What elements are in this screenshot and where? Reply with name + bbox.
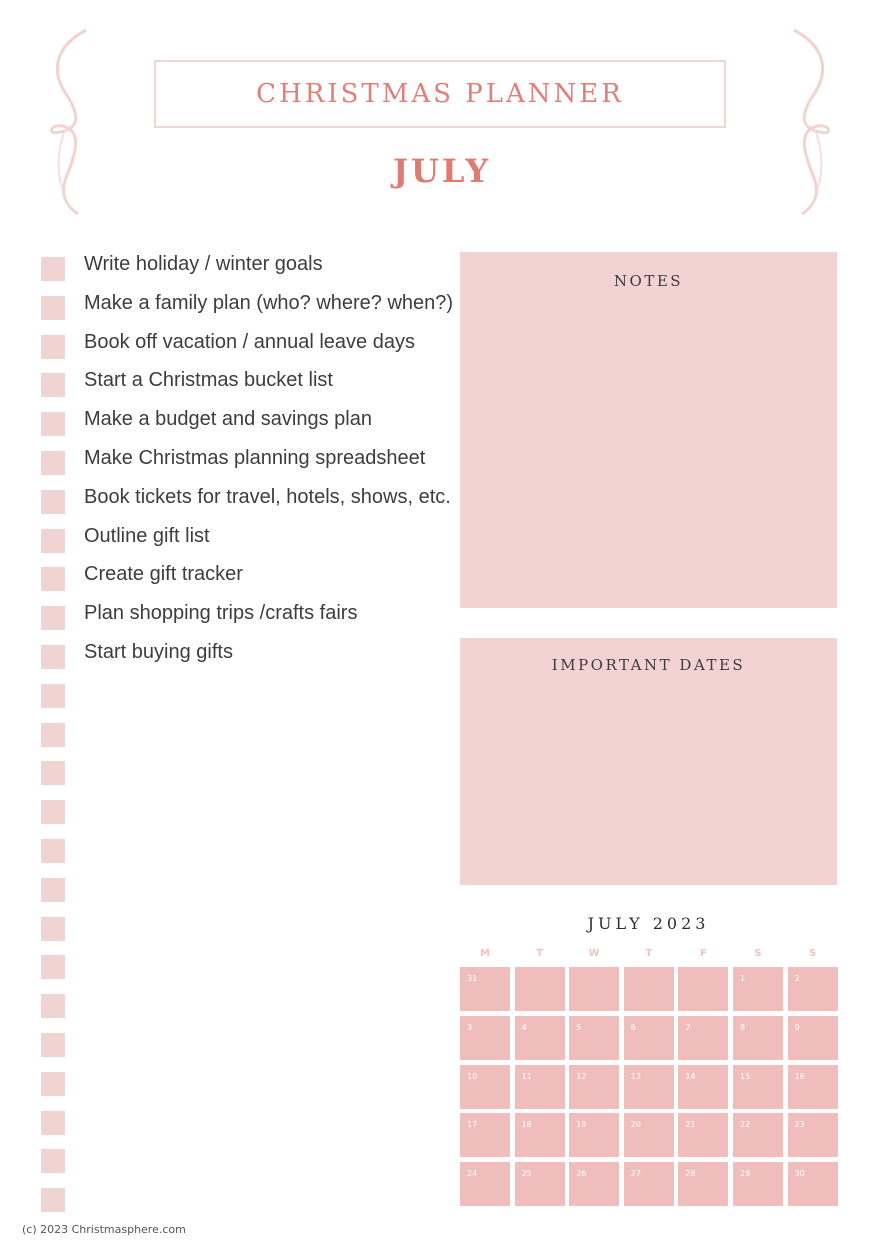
notes-title: NOTES: [613, 272, 684, 290]
calendar-day-number: 12: [576, 1071, 587, 1081]
calendar-day-number: 30: [794, 1169, 805, 1179]
calendar-day-cell[interactable]: [733, 1162, 783, 1206]
checklist-row: [41, 757, 461, 781]
copyright-footer: (c) 2023 Christmasphere.com: [22, 1223, 186, 1236]
calendar-day-cell[interactable]: [678, 1065, 728, 1109]
calendar-day-number: 11: [521, 1071, 532, 1081]
planner-title-frame: [154, 60, 726, 128]
task-checkbox[interactable]: [41, 412, 65, 436]
calendar-day-cell[interactable]: [460, 1113, 510, 1157]
calendar-day-cell[interactable]: [788, 1162, 838, 1206]
calendar-day-number: 26: [576, 1169, 587, 1179]
calendar-day-cell[interactable]: [788, 1065, 838, 1109]
calendar-day-cell[interactable]: [569, 1162, 619, 1206]
checklist-row: [41, 796, 461, 820]
calendar-day-cell[interactable]: [788, 967, 838, 1011]
calendar-day-cell[interactable]: [624, 967, 674, 1011]
task-label: Book tickets for travel, hotels, shows, etc.: [84, 485, 451, 508]
task-checkbox[interactable]: [41, 335, 65, 359]
task-label: Make Christmas planning spreadsheet: [84, 447, 426, 469]
checklist-row: [41, 680, 461, 704]
calendar-day-cell[interactable]: [788, 1016, 838, 1060]
checklist-row: [41, 641, 461, 665]
calendar-day-cell[interactable]: [515, 967, 565, 1011]
calendar-day-cell[interactable]: [733, 967, 783, 1011]
task-checkbox[interactable]: [41, 684, 65, 708]
calendar-title: JULY 2023: [587, 914, 710, 933]
checklist-row: [41, 990, 461, 1014]
checklist-row: [41, 563, 461, 587]
calendar-day-number: 4: [521, 1022, 527, 1032]
checklist-row: [41, 951, 461, 975]
calendar-day-cell[interactable]: [678, 967, 728, 1011]
important-dates-title: IMPORTANT DATES: [551, 656, 746, 674]
calendar-day-cell[interactable]: [515, 1016, 565, 1060]
calendar-day-number: 31: [467, 974, 478, 983]
task-label: Book off vacation / annual leave days: [84, 330, 415, 353]
calendar-day-number: 1: [740, 974, 746, 983]
calendar-day-number: 28: [685, 1169, 696, 1179]
checklist-row: [41, 1145, 461, 1169]
task-checkbox[interactable]: [41, 1111, 65, 1135]
calendar-day-number: 5: [576, 1022, 582, 1032]
calendar-day-number: 7: [685, 1022, 691, 1032]
task-checkbox[interactable]: [41, 917, 65, 941]
calendar-day-cell[interactable]: [460, 967, 510, 1011]
calendar-day-number: 15: [740, 1071, 751, 1081]
planner-title: CHRISTMAS PLANNER: [256, 79, 624, 109]
checklist-row: [41, 1184, 461, 1208]
checklist-row: [41, 602, 461, 626]
checklist-row: [41, 292, 461, 316]
calendar-day-cell[interactable]: [460, 1162, 510, 1206]
calendar-day-number: 19: [576, 1120, 587, 1130]
task-label: Start buying gifts: [84, 641, 233, 663]
calendar-day-number: 13: [630, 1071, 641, 1081]
task-label: Plan shopping trips /crafts fairs: [84, 602, 358, 625]
calendar-day-cell[interactable]: [733, 1016, 783, 1060]
weekday-label: F: [699, 948, 707, 959]
checklist-row: [41, 835, 461, 859]
calendar-day-number: 16: [794, 1071, 805, 1081]
calendar-day-number: 3: [467, 1022, 473, 1032]
weekday-label: T: [536, 948, 543, 959]
calendar-day-cell[interactable]: [460, 1016, 510, 1060]
task-checkbox[interactable]: [41, 800, 65, 824]
calendar-day-cell[interactable]: [460, 1065, 510, 1109]
task-checkbox[interactable]: [41, 296, 65, 320]
checklist-row: [41, 874, 461, 898]
weekday-label: S: [754, 948, 762, 959]
task-checkbox[interactable]: [41, 606, 65, 630]
checklist-row: [41, 719, 461, 743]
task-label: Create gift tracker: [84, 563, 243, 586]
calendar-day-number: 9: [794, 1022, 800, 1032]
important-dates-panel[interactable]: [460, 638, 837, 885]
task-checkbox[interactable]: [41, 955, 65, 979]
task-checkbox[interactable]: [41, 839, 65, 863]
checklist-row: [41, 408, 461, 432]
notes-panel[interactable]: [460, 252, 837, 608]
checklist-row: [41, 1107, 461, 1131]
calendar-day-number: 17: [467, 1120, 478, 1130]
calendar-day-cell[interactable]: [515, 1113, 565, 1157]
calendar-day-cell[interactable]: [733, 1113, 783, 1157]
task-checkbox[interactable]: [41, 994, 65, 1018]
calendar-day-number: 22: [740, 1120, 751, 1130]
checklist-row: [41, 913, 461, 937]
checklist-row: [41, 331, 461, 355]
task-checkbox[interactable]: [41, 567, 65, 591]
calendar-day-cell[interactable]: [515, 1065, 565, 1109]
task-checkbox[interactable]: [41, 529, 65, 553]
month-title: JULY: [392, 152, 492, 190]
calendar-day-number: 24: [467, 1169, 478, 1179]
task-checkbox[interactable]: [41, 1033, 65, 1057]
task-checkbox[interactable]: [41, 645, 65, 669]
calendar-day-number: 18: [521, 1120, 532, 1130]
calendar-day-cell[interactable]: [569, 1065, 619, 1109]
task-checkbox[interactable]: [41, 723, 65, 747]
calendar-day-number: 14: [685, 1071, 696, 1081]
checklist-row: [41, 1068, 461, 1092]
checklist-row: [41, 447, 461, 471]
calendar-day-number: 6: [630, 1022, 636, 1032]
calendar-day-number: 21: [685, 1120, 696, 1130]
task-checkbox[interactable]: [41, 761, 65, 785]
calendar-day-cell[interactable]: [624, 1162, 674, 1206]
calendar-day-number: 20: [630, 1120, 641, 1130]
checklist-row: [41, 253, 461, 277]
weekday-label: S: [808, 948, 817, 959]
calendar-day-cell[interactable]: [678, 1162, 728, 1206]
calendar-day-cell[interactable]: [569, 1016, 619, 1060]
task-checkbox[interactable]: [41, 1072, 65, 1096]
weekday-label: T: [645, 948, 653, 959]
calendar-day-cell[interactable]: [788, 1113, 838, 1157]
calendar-day-cell[interactable]: [624, 1016, 674, 1060]
calendar-day-cell[interactable]: [515, 1162, 565, 1206]
task-label: Start a Christmas bucket list: [84, 369, 333, 392]
task-checkbox[interactable]: [41, 878, 65, 902]
calendar-day-number: 23: [794, 1120, 805, 1130]
calendar-day-number: 8: [740, 1022, 746, 1032]
checklist-row: [41, 525, 461, 549]
calendar-day-cell[interactable]: [678, 1016, 728, 1060]
checklist-row: [41, 1029, 461, 1053]
calendar-day-number: 2: [794, 974, 800, 983]
task-checkbox[interactable]: [41, 1149, 65, 1173]
calendar-day-cell[interactable]: [678, 1113, 728, 1157]
task-label: Make a budget and savings plan: [84, 408, 372, 431]
calendar-day-number: 29: [740, 1169, 751, 1179]
calendar-day-cell[interactable]: [569, 967, 619, 1011]
task-checkbox[interactable]: [41, 451, 65, 475]
calendar-day-cell[interactable]: [733, 1065, 783, 1109]
task-checkbox[interactable]: [41, 1188, 65, 1212]
checklist-row: [41, 486, 461, 510]
task-checkbox[interactable]: [41, 490, 65, 514]
task-label: Outline gift list: [84, 524, 210, 547]
calendar-day-cell[interactable]: [624, 1065, 674, 1109]
task-label: Make a family plan (who? where? when?): [84, 291, 454, 314]
task-checkbox[interactable]: [41, 373, 65, 397]
task-checkbox[interactable]: [41, 257, 65, 281]
weekday-label: M: [480, 948, 490, 959]
task-label: Write holiday / winter goals: [84, 253, 323, 275]
calendar-day-cell[interactable]: [569, 1113, 619, 1157]
calendar-day-number: 25: [521, 1169, 532, 1179]
calendar-day-cell[interactable]: [624, 1113, 674, 1157]
calendar-day-number: 27: [630, 1169, 641, 1179]
weekday-label: W: [588, 948, 600, 959]
calendar-day-number: 10: [467, 1071, 478, 1081]
checklist-row: [41, 369, 461, 393]
